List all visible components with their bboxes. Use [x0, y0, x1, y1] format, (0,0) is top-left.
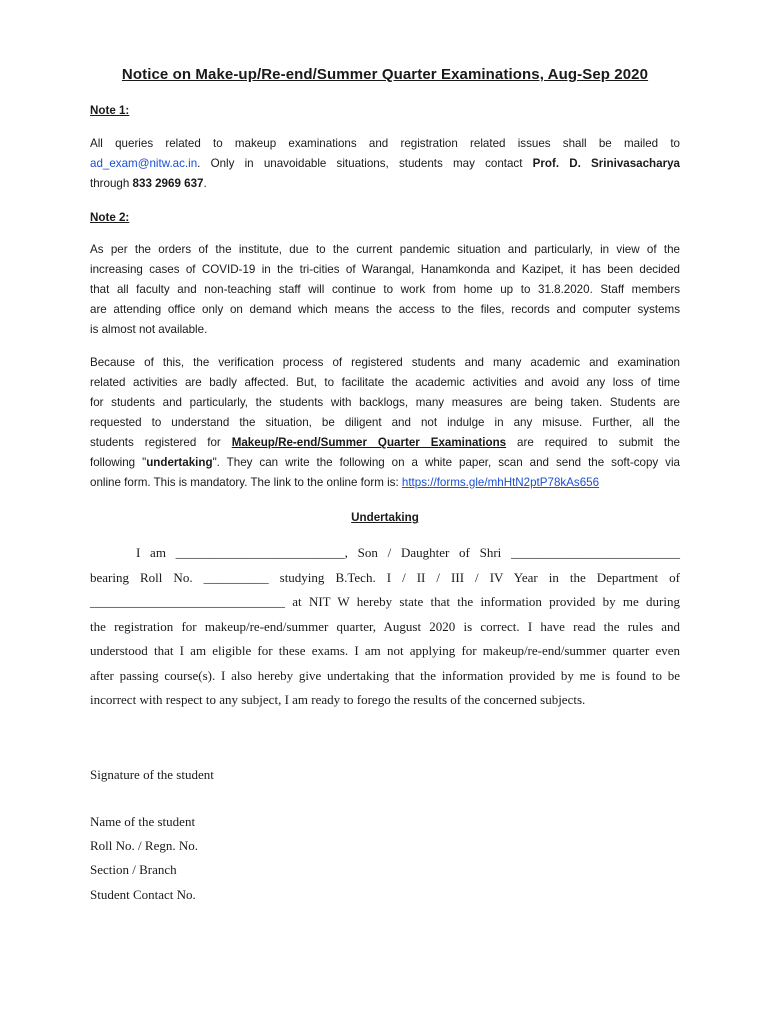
- note2-p1-line: increasing cases of COVID-19 in the tri-cities of Warangal, Hanamkonda and Kazipet, it has been decided: [90, 263, 680, 276]
- note1-line-1: All queries related to makeup examinations and registration related issues shall be mailed to: [90, 137, 680, 150]
- note2-p2-l5-post: are required to submit the: [506, 436, 680, 449]
- note2-p2-l6-post: ". They can write the following on a white paper, scan and send the soft-copy via: [212, 456, 680, 469]
- contact-number-label: Student Contact No.: [90, 887, 196, 902]
- undertaking-line: bearing Roll No. __________ studying B.Tech. I / II / III / IV Year in the Department of: [90, 569, 680, 585]
- undertaking-line: ______________________________ at NIT W hereby state that the information provided by me during: [90, 594, 680, 609]
- note2-p1-line: are attending office only on demand which means the access to the files, records and computer systems: [90, 303, 680, 316]
- note1-line-3-end: .: [203, 177, 207, 190]
- note2-heading: Note 2:: [90, 211, 130, 224]
- note1-line-2: [90, 154, 680, 174]
- section-branch-label: Section / Branch: [90, 862, 177, 877]
- note1-line-2-text: . Only in unavoidable situations, students may contact: [197, 157, 533, 170]
- email-link[interactable]: ad_exam@nitw.ac.in: [90, 157, 198, 170]
- note2-p2-line: [90, 433, 680, 453]
- note2-p2-line: Because of this, the verification process of registered students and many academic and examination: [90, 356, 680, 369]
- note2-p1-line: As per the orders of the institute, due to the current pandemic situation and particularly, in view of the: [90, 243, 680, 256]
- note2-p1-line: that all faculty and non-teaching staff will continue to work from home up to 31.8.2020. Staff members: [90, 283, 680, 296]
- note2-p2-line: for students and particularly, the students with backlogs, many measures are being taken. Students are: [90, 396, 680, 409]
- exam-name: Makeup/Re-end/Summer Quarter Examinations: [231, 436, 507, 449]
- undertaking-word: undertaking: [146, 456, 213, 469]
- undertaking-line: incorrect with respect to any subject, I am ready to forego the results of the concerned subjects.: [90, 692, 586, 707]
- note2-p2-line: [90, 453, 680, 473]
- undertaking-line: I am __________________________, Son / Daughter of Shri __________________________: [136, 545, 680, 560]
- note1-heading: Note 1:: [90, 104, 130, 117]
- note2-paragraph-1: [90, 240, 680, 340]
- undertaking-line: the registration for makeup/re-end/summer quarter, August 2020 is correct. I have read the rules and: [90, 618, 680, 634]
- note2-p1-line: is almost not available.: [90, 323, 208, 336]
- note2-p2-line: requested to understand the situation, be diligent and not indulge in any misuse. Further, all the: [90, 416, 680, 429]
- note2-p2-l5-pre: students registered for: [90, 436, 232, 449]
- undertaking-heading: Undertaking: [351, 511, 419, 524]
- note2-p2-line: related activities are badly affected. But, to facilitate the academic activities and avoid any loss of time: [90, 376, 680, 389]
- contact-phone: 833 2969 637: [132, 177, 204, 190]
- online-form-link[interactable]: https://forms.gle/mhHtN2ptP78kAs656: [401, 476, 600, 489]
- student-name-label: Name of the student: [90, 814, 196, 829]
- page-title: Notice on Make-up/Re-end/Summer Quarter Examinations, Aug-Sep 2020: [121, 66, 649, 83]
- undertaking-line: after passing course(s). I also hereby give undertaking that the information provided by me is found to be: [90, 667, 680, 683]
- note1-line-3: [90, 174, 680, 194]
- undertaking-line: understood that I am eligible for these exams. I am not applying for makeup/re-end/summer quarter even: [90, 643, 680, 658]
- note2-p2-l6-pre: following ": [90, 456, 147, 469]
- contact-name: Prof. D. Srinivasacharya: [532, 157, 680, 170]
- undertaking-text: [90, 541, 680, 713]
- note2-paragraph-2: [90, 353, 680, 493]
- roll-number-label: Roll No. / Regn. No.: [90, 838, 198, 853]
- note1-line-3-text: through: [90, 177, 133, 190]
- signature-label: Signature of the student: [90, 767, 214, 782]
- note2-p2-line: [90, 473, 680, 493]
- note1-paragraph: [90, 134, 680, 194]
- note2-p2-l7-pre: online form. This is mandatory. The link to the online form is:: [90, 476, 402, 489]
